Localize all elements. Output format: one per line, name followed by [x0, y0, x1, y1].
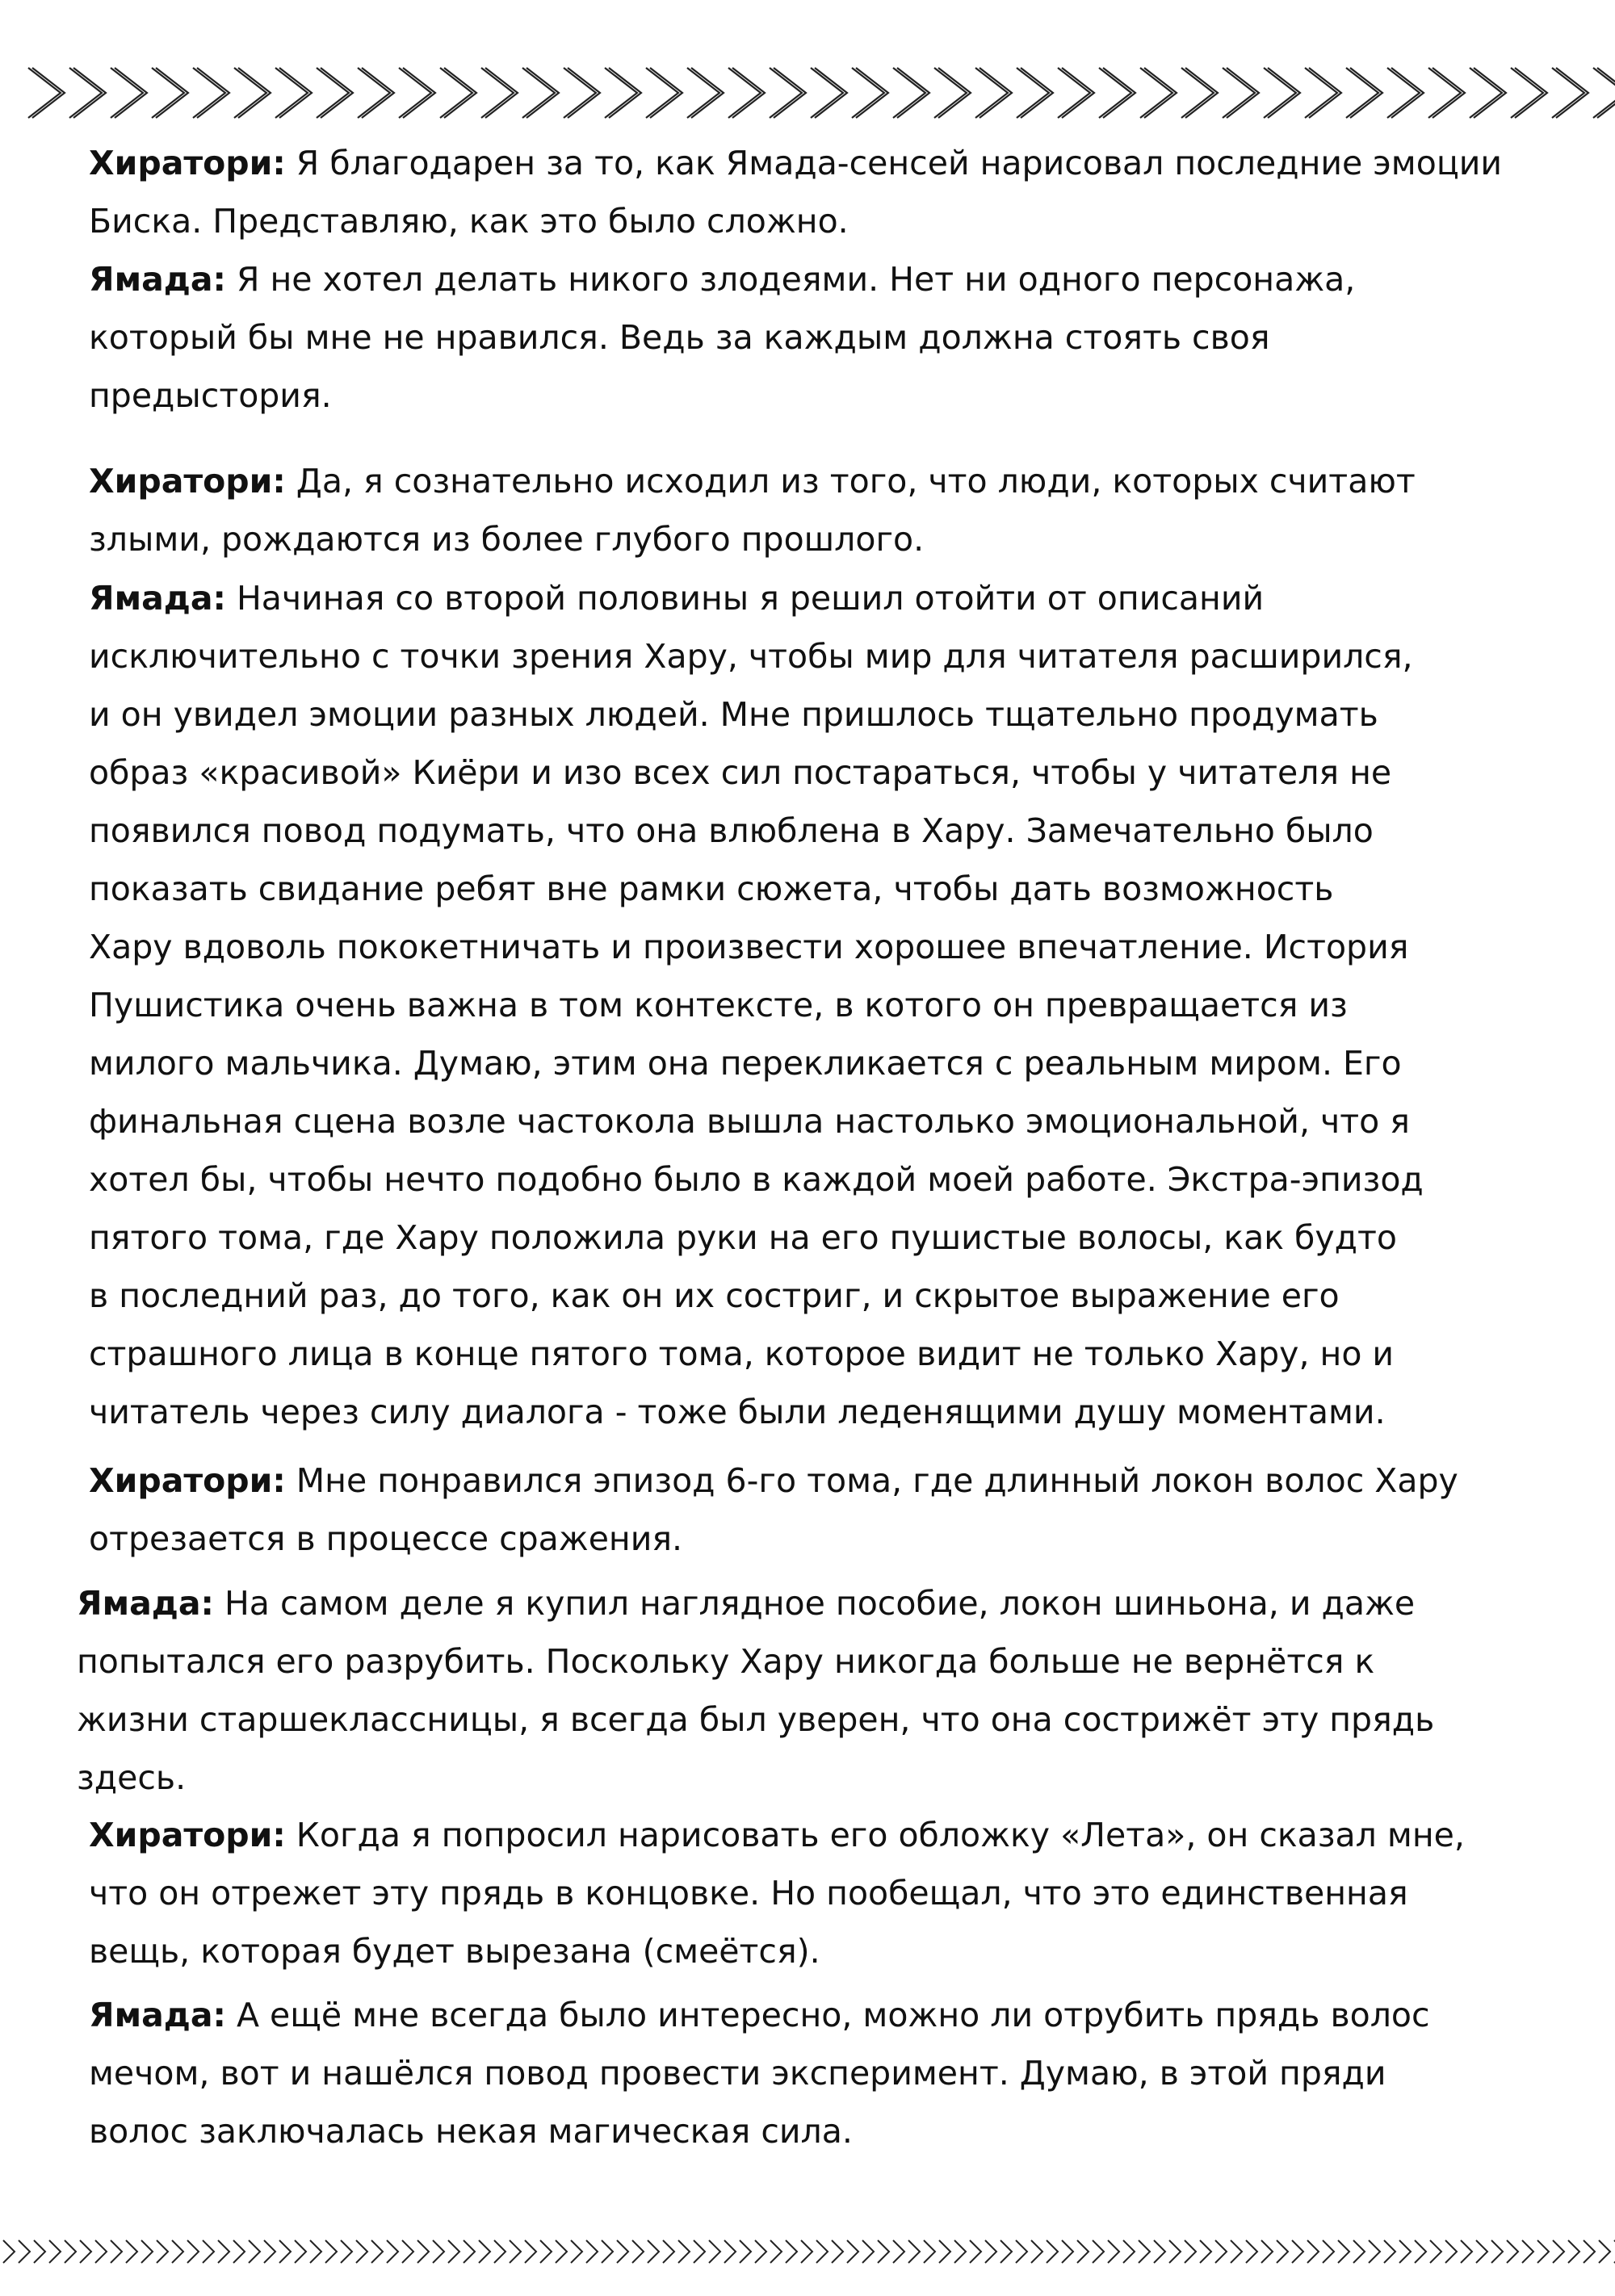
chevron-glyph [494, 2240, 505, 2263]
chevron-glyph [801, 2240, 812, 2263]
chevron-glyph [632, 2240, 644, 2263]
chevron-glyph [275, 68, 312, 118]
chevron-glyph [126, 2240, 137, 2263]
dialogue-entry [89, 1986, 1430, 2160]
chevron-glyph [646, 68, 682, 118]
chevron-glyph [3, 2240, 15, 2263]
dialogue-entry [77, 1574, 1434, 1807]
chevron-glyph [80, 2240, 91, 2263]
text-line: читатель через силу диалога - тоже были леденящими душу моментами. [89, 1393, 1386, 1431]
chevron-glyph [1307, 2240, 1319, 2263]
chevron-glyph [234, 68, 271, 118]
chevron-glyph [1139, 2240, 1150, 2263]
chevron-glyph [341, 2240, 352, 2263]
chevron-glyph [249, 2240, 260, 2263]
chevron-glyph [893, 68, 929, 118]
text-line: Пушистика очень важна в том контексте, в котого он превращается из [89, 986, 1348, 1024]
speaker-label: Ямада: [89, 579, 226, 618]
speaker-label: Ямада: [77, 1584, 214, 1623]
entry-text: А ещё мне всегда было интересно, можно ли отрубить прядь волос [225, 1996, 1430, 2034]
chevron-glyph [111, 2240, 122, 2263]
entry-text: Мне понравился эпизод 6-го тома, где длинный локон волос Хару [285, 1461, 1458, 1500]
top-chevron-border [0, 57, 1615, 129]
chevron-glyph [924, 2240, 935, 2263]
chevron-glyph [1305, 68, 1341, 118]
chevron-glyph [19, 2240, 30, 2263]
chevron-glyph [187, 2240, 199, 2263]
chevron-glyph [862, 2240, 874, 2263]
text-line: предыстория. [89, 376, 332, 415]
chevron-glyph [847, 2240, 858, 2263]
speaker-label: Хиратори: [89, 462, 286, 501]
chevron-glyph [694, 2240, 705, 2263]
text-line: страшного лица в конце пятого тома, которое видит не только Хару, но и [89, 1334, 1395, 1373]
chevron-glyph [1264, 68, 1300, 118]
chevron-glyph [939, 2240, 950, 2263]
chevron-glyph [1568, 2240, 1579, 2263]
chevron-glyph [1185, 2240, 1196, 2263]
entry-text: Я благодарен за то, как Ямада-сенсей нарисовал последние эмоции [285, 144, 1503, 182]
chevron-glyph [663, 2240, 674, 2263]
chevron-glyph [356, 2240, 367, 2263]
chevron-glyph [264, 2240, 275, 2263]
chevron-glyph [525, 2240, 536, 2263]
chevron-glyph [1047, 2240, 1058, 2263]
chevron-glyph [1017, 68, 1053, 118]
chevron-glyph [1399, 2240, 1411, 2263]
text-line: Биска. Представляю, как это было сложно. [89, 202, 849, 241]
chevron-glyph [811, 68, 847, 118]
text-line: вещь, которая будет вырезана (смеётся). [89, 1932, 820, 1971]
chevron-glyph [310, 2240, 321, 2263]
dialogue-entry [89, 134, 1502, 250]
chevron-glyph [832, 2240, 843, 2263]
speaker-label: Хиратори: [89, 1461, 286, 1500]
chevron-glyph [970, 2240, 981, 2263]
chevron-glyph [728, 68, 765, 118]
chevron-glyph [954, 2240, 966, 2263]
text-line: что он отрежет эту прядь в концовке. Но пообещал, что это единственная [89, 1874, 1408, 1913]
chevron-glyph [1246, 2240, 1257, 2263]
chevron-glyph [1292, 2240, 1303, 2263]
chevron-glyph [1000, 2240, 1012, 2263]
chevron-glyph [218, 2240, 229, 2263]
chevron-glyph [1476, 2240, 1487, 2263]
chevron-glyph [678, 2240, 690, 2263]
chevron-glyph [540, 2240, 552, 2263]
chevron-glyph [49, 2240, 61, 2263]
chevron-glyph [325, 2240, 337, 2263]
chevron-glyph [1461, 2240, 1472, 2263]
chevron-glyph [1553, 2240, 1564, 2263]
chevron-glyph [586, 2240, 598, 2263]
chevron-glyph [770, 2240, 782, 2263]
text-line: хотел бы, чтобы нечто подобно было в каждой моей работе. Экстра-эпизод [89, 1160, 1424, 1199]
speaker-label: Хиратори: [89, 1816, 286, 1854]
chevron-glyph [1445, 2240, 1457, 2263]
chevron-glyph [193, 68, 229, 118]
chevron-glyph [1552, 68, 1588, 118]
chevron-glyph [1181, 68, 1218, 118]
text-line: жизни старшеклассницы, я всегда был уверен, что она сострижёт эту прядь [77, 1700, 1435, 1739]
chevron-glyph [617, 2240, 628, 2263]
chevron-glyph [1491, 2240, 1503, 2263]
chevron-glyph [111, 68, 147, 118]
text-line: появился повод подумать, что она влюблена в Хару. Замечательно было [89, 811, 1374, 850]
chevron-glyph [985, 2240, 996, 2263]
chevron-glyph [1058, 68, 1094, 118]
chevron-glyph [1123, 2240, 1135, 2263]
dialogue-entry [89, 1806, 1465, 1980]
chevron-glyph [510, 2240, 521, 2263]
chevron-glyph [770, 68, 806, 118]
chevron-glyph [724, 2240, 736, 2263]
chevron-glyph [279, 2240, 291, 2263]
dialogue-entry [89, 569, 1424, 1441]
bottom-chevron-border [0, 2232, 1615, 2273]
text-line: пятого тома, где Хару положила руки на его пушистые волосы, как будто [89, 1218, 1397, 1257]
chevron-glyph [1537, 2240, 1549, 2263]
chevron-glyph [402, 2240, 413, 2263]
dialogue-entry [89, 452, 1416, 568]
chevron-glyph [1384, 2240, 1395, 2263]
text-line: волос заключалась некая магическая сила. [89, 2112, 853, 2151]
chevron-glyph [522, 68, 559, 118]
chevron-glyph [1140, 68, 1177, 118]
chevron-glyph [1430, 2240, 1441, 2263]
chevron-glyph [786, 2240, 797, 2263]
text-line: и он увидел эмоции разных людей. Мне пришлось тщательно продумать [89, 695, 1378, 734]
chevron-glyph [709, 2240, 720, 2263]
speaker-label: Ямада: [89, 1996, 226, 2034]
chevron-glyph [317, 68, 353, 118]
speaker-label: Хиратори: [89, 144, 286, 182]
text-line: мечом, вот и нашёлся повод провести эксперимент. Думаю, в этой пряди [89, 2054, 1386, 2093]
text-line: здесь. [77, 1758, 187, 1797]
chevron-glyph [233, 2240, 245, 2263]
chevron-glyph [602, 2240, 613, 2263]
chevron-glyph [481, 68, 518, 118]
entry-text: На самом деле я купил наглядное пособие, локон шиньона, и даже [213, 1584, 1416, 1623]
chevron-glyph [687, 68, 724, 118]
chevron-glyph [1099, 68, 1135, 118]
chevron-glyph [571, 2240, 582, 2263]
chevron-glyph [1338, 2240, 1349, 2263]
text-line: в последний раз, до того, как он их состриг, и скрытое выражение его [89, 1276, 1340, 1315]
text-line: милого мальчика. Думаю, этим она перекликается с реальным миром. Его [89, 1044, 1402, 1083]
chevron-glyph [1077, 2240, 1089, 2263]
chevron-glyph [1108, 2240, 1119, 2263]
chevron-glyph [479, 2240, 490, 2263]
chevron-glyph [448, 2240, 459, 2263]
chevron-glyph [1369, 2240, 1380, 2263]
chevron-glyph [65, 2240, 76, 2263]
chevron-glyph [203, 2240, 214, 2263]
chevron-glyph [1511, 68, 1547, 118]
entry-text: Я не хотел делать никого злодеями. Нет ни одного персонажа, [225, 260, 1356, 299]
chevron-glyph [893, 2240, 904, 2263]
speaker-label: Ямада: [89, 260, 226, 299]
chevron-glyph [1353, 2240, 1365, 2263]
chevron-glyph [464, 2240, 475, 2263]
chevron-glyph [852, 68, 888, 118]
chevron-glyph [69, 68, 106, 118]
chevron-glyph [1346, 68, 1382, 118]
text-line: злыми, рождаются из более глубого прошлого. [89, 520, 925, 559]
text-line: показать свидание ребят вне рамки сюжета, чтобы дать возможность [89, 869, 1334, 908]
chevron-glyph [1415, 2240, 1426, 2263]
chevron-glyph [605, 68, 641, 118]
chevron-glyph [1584, 2240, 1595, 2263]
chevron-glyph [358, 68, 394, 118]
chevron-glyph [1428, 68, 1465, 118]
text-line: который бы мне не нравился. Ведь за каждым должна стоять своя [89, 318, 1270, 357]
chevron-glyph [1062, 2240, 1073, 2263]
chevron-glyph [816, 2240, 828, 2263]
chevron-glyph [1277, 2240, 1288, 2263]
chevron-glyph [878, 2240, 889, 2263]
chevron-glyph [1231, 2240, 1242, 2263]
chevron-glyph [564, 68, 600, 118]
chevron-glyph [1261, 2240, 1273, 2263]
chevron-glyph [433, 2240, 444, 2263]
chevron-glyph [1470, 68, 1506, 118]
chevron-glyph [172, 2240, 183, 2263]
chevron-glyph [371, 2240, 383, 2263]
entry-text: Начиная со второй половины я решил отойти от описаний [225, 579, 1265, 618]
chevron-glyph [1093, 2240, 1104, 2263]
chevron-glyph [95, 2240, 107, 2263]
text-line: попытался его разрубить. Поскольку Хару никогда больше не вернётся к [77, 1642, 1375, 1681]
chevron-glyph [1154, 2240, 1165, 2263]
chevron-glyph [417, 2240, 429, 2263]
chevron-glyph [157, 2240, 168, 2263]
chevron-glyph [1507, 2240, 1518, 2263]
chevron-glyph [387, 2240, 398, 2263]
chevron-glyph [1200, 2240, 1211, 2263]
chevron-glyph [1599, 2240, 1610, 2263]
chevron-glyph [740, 2240, 751, 2263]
chevron-glyph [1215, 2240, 1227, 2263]
entry-text: Да, я сознательно исходил из того, что люди, которых считают [285, 462, 1416, 501]
chevron-glyph [1016, 2240, 1027, 2263]
chevron-glyph [975, 68, 1012, 118]
dialogue-entry [89, 1452, 1458, 1568]
chevron-glyph [556, 2240, 567, 2263]
dialogue-entry [89, 250, 1355, 425]
chevron-glyph [1593, 68, 1615, 118]
chevron-glyph [755, 2240, 766, 2263]
chevron-glyph [1387, 68, 1424, 118]
chevron-glyph [28, 68, 65, 118]
chevron-glyph [34, 2240, 45, 2263]
chevron-glyph [141, 2240, 153, 2263]
text-line: отрезается в процессе сражения. [89, 1519, 683, 1558]
chevron-glyph [1031, 2240, 1042, 2263]
chevron-glyph [399, 68, 435, 118]
chevron-glyph [908, 2240, 920, 2263]
chevron-glyph [1522, 2240, 1533, 2263]
chevron-glyph [934, 68, 971, 118]
chevron-glyph [1169, 2240, 1181, 2263]
text-line: образ «красивой» Киёри и изо всех сил постараться, чтобы у читателя не [89, 753, 1392, 792]
chevron-glyph [295, 2240, 306, 2263]
entry-text: Когда я попросил нарисовать его обложку «Лета», он сказал мне, [285, 1816, 1465, 1854]
chevron-glyph [440, 68, 476, 118]
text-line: исключительно с точки зрения Хару, чтобы мир для читателя расширился, [89, 637, 1413, 676]
text-line: Хару вдоволь пококетничать и произвести хорошее впечатление. История [89, 928, 1409, 966]
chevron-glyph [1323, 2240, 1334, 2263]
text-line: финальная сцена возле частокола вышла настолько эмоциональной, что я [89, 1102, 1410, 1141]
chevron-glyph [1223, 68, 1259, 118]
chevron-glyph [152, 68, 188, 118]
chevron-glyph [648, 2240, 659, 2263]
